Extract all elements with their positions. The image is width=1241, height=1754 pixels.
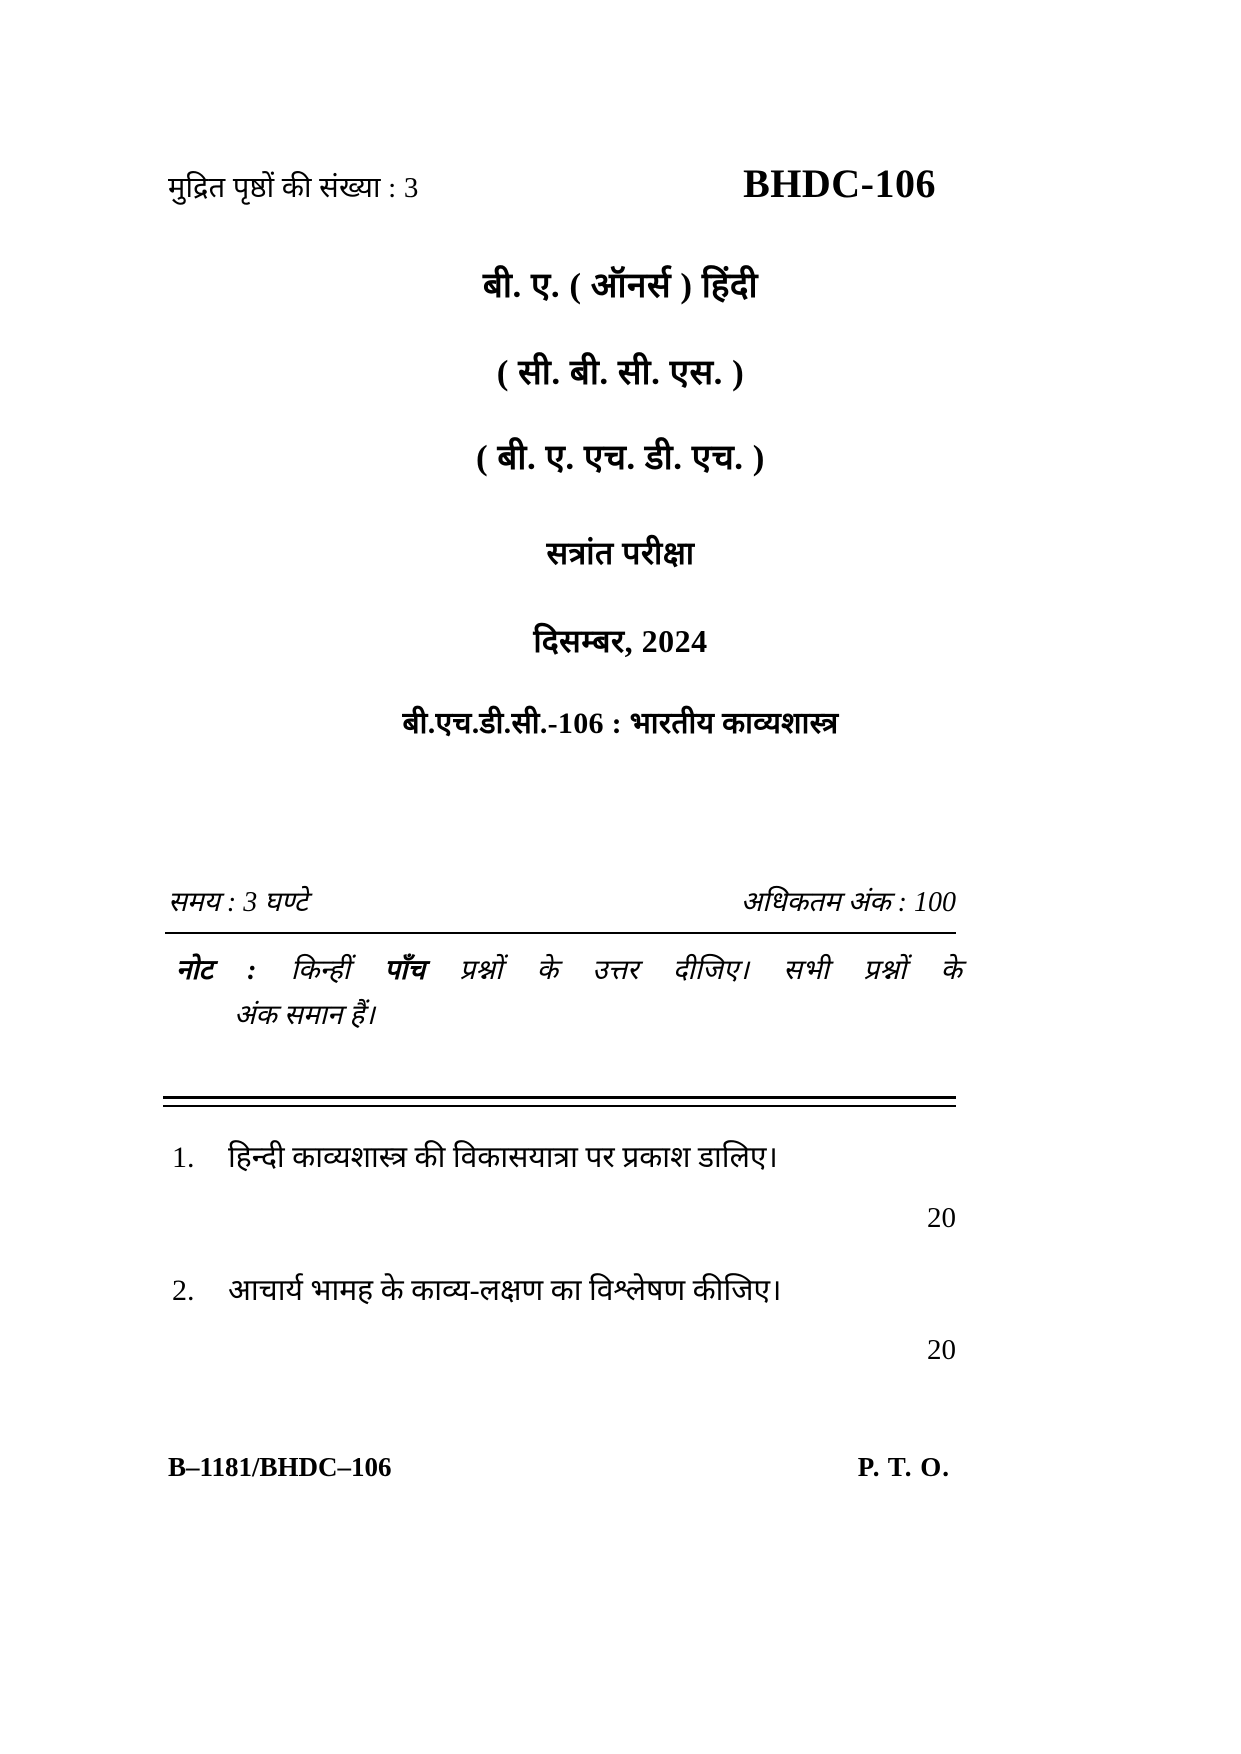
- degree-title: बी. ए. ( ऑनर्स ) हिंदी: [482, 266, 759, 305]
- question-item: [172, 1269, 962, 1368]
- question-text: आचार्य भामह के काव्य-लक्षण का विश्लेषण कीजिए।: [228, 1273, 782, 1307]
- programme-title: ( बी. ए. एच. डी. एच. ): [476, 438, 765, 477]
- note-line-one: [176, 948, 962, 993]
- section-divider-double-rule: [163, 1096, 956, 1107]
- footer-turn-over: P. T. O.: [857, 1452, 950, 1482]
- maximum-marks: अधिकतम अंक : 100: [740, 887, 956, 918]
- title-block: [0, 268, 1241, 739]
- printed-pages-count: मुद्रित पृष्ठों की संख्या : 3: [168, 172, 419, 204]
- question-item: [172, 1136, 962, 1235]
- subject-title: बी.एच.डी.सी.-106 : भारतीय काव्यशास्त्र: [402, 707, 839, 740]
- question-number: 1.: [172, 1141, 195, 1174]
- page-footer: [168, 1452, 958, 1483]
- question-marks: 20: [927, 1334, 956, 1366]
- note-label: नोट :: [176, 955, 257, 986]
- questions-list: [172, 1136, 962, 1401]
- meta-divider-rule: [165, 932, 956, 934]
- question-marks: 20: [927, 1201, 956, 1234]
- note-emphasis-count: पाँच: [384, 955, 426, 986]
- exam-meta-row: [168, 882, 956, 920]
- exam-duration: समय : 3 घण्टे: [168, 887, 308, 918]
- question-number: 2.: [172, 1273, 195, 1307]
- question-text: हिन्दी काव्यशास्त्र की विकासयात्रा पर प्रकाश डालिए।: [228, 1141, 778, 1174]
- exam-type: सत्रांत परीक्षा: [546, 535, 695, 571]
- note-text-part-two: प्रश्नों के उत्तर दीजिए। सभी प्रश्नों के: [459, 955, 962, 986]
- instructions-note: [176, 948, 962, 1039]
- footer-paper-id: B–1181/BHDC–106: [168, 1452, 392, 1482]
- paper-code: BHDC-106: [743, 161, 936, 206]
- exam-session: दिसम्बर, 2024: [533, 623, 708, 659]
- page-header: [168, 160, 958, 207]
- note-line-two: अंक समान हैं।: [234, 1000, 375, 1032]
- note-text-part-one: किन्हीं: [290, 955, 350, 986]
- scheme-title: ( सी. बी. सी. एस. ): [496, 353, 745, 392]
